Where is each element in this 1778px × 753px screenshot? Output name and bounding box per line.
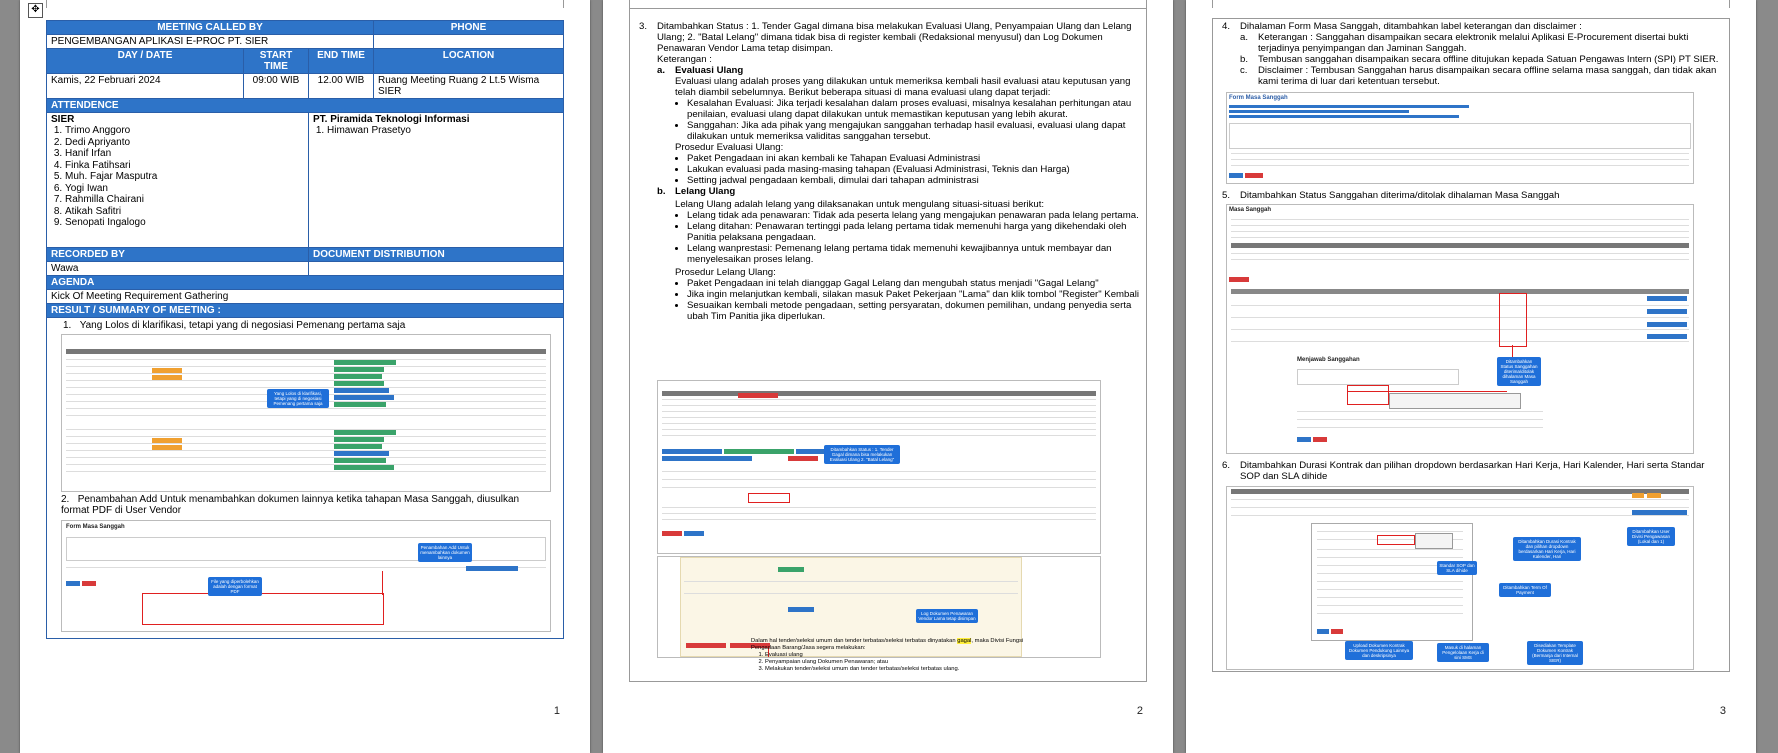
item-5-number: 5. bbox=[1222, 190, 1231, 201]
screenshot-row bbox=[662, 487, 1096, 488]
screenshot-row bbox=[1231, 165, 1689, 166]
document-page-2 bbox=[603, 0, 1173, 753]
header-day-date: DAY / DATE bbox=[47, 49, 244, 74]
screenshot-masa-sanggah bbox=[1226, 204, 1694, 454]
highlight-connector bbox=[1347, 391, 1507, 392]
item-4-number: 4. bbox=[1222, 21, 1231, 32]
section-a-procedure bbox=[639, 153, 1139, 186]
screenshot-row bbox=[1231, 219, 1689, 220]
screenshot-row bbox=[1317, 613, 1463, 614]
highlight-box bbox=[1377, 535, 1415, 545]
keterangan-label: Keterangan : bbox=[657, 54, 712, 65]
screenshot-button bbox=[1229, 173, 1243, 178]
screenshot-row bbox=[662, 471, 1096, 472]
item-3-number: 3. bbox=[639, 21, 648, 32]
header-recorded-by: RECORDED BY bbox=[47, 248, 309, 262]
screenshot-button bbox=[662, 449, 722, 454]
item-3-text: Ditambahkan Status : 1. Tender Gagal dimana bisa melakukan Evaluasi Ulang, Penyampaian Ulang dan Lelang Ulang; 2. "Batal Lelang" dimana tidak bisa di register kembali (Redaksional menyusul) dan Log Dokumen Penawaran Vendor Lama tetap disimpan. bbox=[657, 21, 1132, 54]
status-badge bbox=[334, 367, 384, 372]
screenshot-row bbox=[66, 380, 546, 381]
bullet-item: • Sesuaikan kembali metode pengadaan, setting persyaratan, dokumen pemilihan, undang penyedia serta ubah Tim Panitia jika diperlukan. bbox=[687, 300, 1139, 322]
screenshot-row bbox=[1297, 411, 1543, 412]
screenshot-row bbox=[66, 387, 546, 388]
screenshot-button bbox=[82, 581, 96, 586]
page-number: 1 bbox=[553, 705, 560, 717]
status-badge bbox=[334, 360, 396, 365]
section-a-title: Evaluasi Ulang bbox=[675, 65, 744, 76]
status-dropdown bbox=[1389, 393, 1521, 409]
screenshot-row bbox=[662, 417, 1096, 418]
bullet-item: • Lelang ditahan: Penawaran tertinggi pada lelang pertama tidak memenuhi harga yang dikehendaki oleh Panitia pelaksana pengadaan. bbox=[687, 221, 1139, 243]
screenshot-row bbox=[662, 435, 1096, 436]
screenshot-durasi-kontrak bbox=[1226, 486, 1694, 670]
status-badge bbox=[152, 368, 182, 373]
screenshot-row bbox=[66, 373, 546, 374]
status-badge bbox=[334, 451, 389, 456]
status-badge bbox=[334, 430, 396, 435]
pt-attendee-list bbox=[313, 125, 559, 137]
screenshot-button bbox=[788, 456, 818, 461]
section-a-procedure-title: Prosedur Evaluasi Ulang: bbox=[675, 142, 784, 153]
status-badge bbox=[334, 402, 386, 407]
highlight-box bbox=[748, 493, 790, 503]
callout-status-sanggahan: Ditambahkan Status Sanggahan diterima/ditolak dihalaman Masa Sanggah bbox=[1497, 357, 1541, 386]
status-badge bbox=[738, 393, 778, 398]
screenshot-button bbox=[1647, 493, 1661, 498]
gagal-note-text: Dalam hal tender/seleksi umum dan tender terbatas/seleksi terbatas dinyatakan bbox=[751, 638, 958, 644]
screenshot-row bbox=[684, 593, 1018, 594]
screenshot-row bbox=[1231, 159, 1689, 160]
screenshot-row bbox=[66, 457, 546, 458]
callout-upload-dokumen: Upload Dokumen Kontrak Dokumen Pendukung Lainnya dan deskripsinya bbox=[1345, 641, 1413, 660]
screenshot-button bbox=[1647, 322, 1687, 327]
sub-item-label: a. bbox=[1240, 32, 1249, 43]
page-number: 2 bbox=[1136, 705, 1143, 717]
location-value: Ruang Meeting Ruang 2 Lt.5 Wisma SIER bbox=[374, 74, 564, 99]
screenshot-row bbox=[1297, 427, 1543, 428]
start-time-value: 09:00 WIB bbox=[244, 74, 309, 99]
callout-add-document: Penambahan Add Untuk menambahkan dokumen lainnya bbox=[418, 543, 472, 562]
disclaimer-line bbox=[1229, 115, 1459, 118]
screenshot-textarea bbox=[66, 537, 546, 561]
org-pt: PT. Piramida Teknologi Informasi bbox=[313, 114, 470, 125]
screenshot-row bbox=[1317, 589, 1463, 590]
screenshot-row bbox=[1231, 237, 1689, 238]
screenshot-row bbox=[662, 479, 1096, 480]
screenshot-row bbox=[66, 359, 546, 360]
screenshot-gagal-lelang bbox=[657, 380, 1101, 554]
attendee-item: 6. Yogi Iwan bbox=[65, 183, 304, 195]
screenshot-button bbox=[1647, 296, 1687, 301]
screenshot-row bbox=[662, 429, 1096, 430]
screenshot-row bbox=[1317, 531, 1463, 532]
bullet-item: • Setting jadwal pengadaan kembali, dimulai dari tahapan administrasi bbox=[687, 175, 1139, 186]
callout-klarifikasi: Yang Lolos di klarifikasi, tetapi yang di negosiasi Pemenang pertama saja bbox=[267, 389, 329, 408]
screenshot-button bbox=[66, 581, 80, 586]
header-start-time: START TIME bbox=[244, 49, 309, 74]
disclaimer-line bbox=[1229, 110, 1409, 113]
agenda-value: Kick Of Meeting Requirement Gathering bbox=[47, 290, 564, 304]
header-document-distribution: DOCUMENT DISTRIBUTION bbox=[309, 248, 564, 262]
screenshot-row bbox=[1231, 225, 1689, 226]
screenshot-textarea bbox=[1297, 369, 1459, 385]
screenshot-button bbox=[788, 607, 814, 612]
note-item: 1. Evaluasi ulang bbox=[765, 652, 1051, 659]
screenshot-row bbox=[1231, 499, 1689, 500]
screenshot-title: Form Masa Sanggah bbox=[66, 524, 125, 530]
status-badge bbox=[334, 465, 394, 470]
callout-template-kontrak: Disediakan Template Dokumen Kontrak (Bermanja dari Internal SIER) bbox=[1527, 641, 1583, 665]
note-item: 3. Melakukan tender/seleksi umum dan tender terbatas/seleksi terbatas ulang. bbox=[765, 666, 1051, 673]
attendee-item: 1. Trimo Anggoro bbox=[65, 125, 304, 137]
item-4-sublist bbox=[1222, 32, 1722, 87]
screenshot-button bbox=[662, 456, 752, 461]
section-b-title: Lelang Ulang bbox=[675, 186, 736, 197]
screenshot-row bbox=[1231, 507, 1689, 508]
screenshot-row bbox=[66, 450, 546, 451]
screenshot-row bbox=[662, 519, 1096, 520]
screenshot-row bbox=[1231, 305, 1689, 306]
recorded-by-value: Wawa bbox=[47, 262, 309, 276]
section-a-intro: Evaluasi ulang adalah proses yang dilakukan untuk memeriksa kembali hasil evaluasi atau keputusan yang telah diambil sebelumnya. Berikut beberapa situasi di mana evaluasi ulang dapat terjadi: bbox=[675, 76, 1131, 98]
highlight-connector bbox=[382, 571, 383, 595]
status-badge bbox=[334, 444, 382, 449]
item-5 bbox=[1222, 190, 1722, 201]
bullet-item: • Sanggahan: Jika ada pihak yang mengajukan sanggahan terhadap hasil evaluasi, evaluasi ulang dapat dilakukan untuk memeriksa validitas sanggahan tersebut. bbox=[687, 120, 1139, 142]
result-item-2: 2. Penambahan Add Untuk menambahkan dokumen lainnya ketika tahapan Masa Sanggah, diusulkan format PDF di User Vendor bbox=[61, 494, 520, 516]
screenshot-row bbox=[1231, 341, 1689, 342]
page-number: 3 bbox=[1719, 705, 1726, 717]
screenshot-row bbox=[684, 581, 1018, 582]
screenshot-button bbox=[1647, 334, 1687, 339]
item-4 bbox=[1222, 21, 1722, 87]
callout-log-dokumen: Log Dokumen Penawaran Vendor Lama tetap disimpan bbox=[916, 609, 978, 623]
sub-item-text: Tembusan sanggahan disampaikan secara offline ditujukan kepada Satuan Pengawas Intern (SPI) PT SIER. bbox=[1258, 54, 1719, 65]
screenshot-button bbox=[684, 531, 704, 536]
screenshot-row bbox=[662, 411, 1096, 412]
section-b-label: b. bbox=[657, 186, 666, 197]
status-badge bbox=[334, 437, 384, 442]
screenshot-table-header bbox=[1231, 289, 1689, 294]
result-item-1-text: Yang Lolos di klarifikasi, tetapi yang di negosiasi Pemenang pertama saja bbox=[79, 320, 406, 331]
bullet-item: • Lelang tidak ada penawaran: Tidak ada peserta lelang yang mengajukan penawaran pada lelang pertama. bbox=[687, 210, 1139, 221]
screenshot-row bbox=[1317, 557, 1463, 558]
screenshot-row bbox=[1231, 231, 1689, 232]
screenshot-row bbox=[1231, 329, 1689, 330]
table-move-handle-icon[interactable]: ✥ bbox=[28, 3, 43, 18]
status-badge bbox=[334, 374, 382, 379]
sub-item bbox=[1222, 32, 1722, 54]
screenshot-button bbox=[1317, 629, 1329, 634]
screenshot-row bbox=[66, 443, 546, 444]
highlight-box bbox=[1499, 293, 1527, 347]
sub-item-label: b. bbox=[1240, 54, 1249, 65]
screenshot-row bbox=[1231, 259, 1689, 260]
sier-attendee-list bbox=[51, 125, 304, 229]
screenshot-row bbox=[1231, 253, 1689, 254]
item-3 bbox=[639, 21, 1139, 322]
item-5-text: Ditambahkan Status Sanggahan diterima/ditolak dihalaman Masa Sanggah bbox=[1240, 190, 1560, 201]
status-badge bbox=[334, 395, 394, 400]
screenshot-table-header bbox=[66, 349, 546, 354]
screenshot-row bbox=[66, 471, 546, 472]
gagal-note bbox=[751, 638, 1051, 673]
screenshot-row bbox=[1317, 605, 1463, 606]
screenshot-form-masa-sanggah-2 bbox=[1226, 92, 1694, 184]
gagal-note-text-2: , maka Divisi Fungsi Pengadaan Barang/Jasa segera melakukan: bbox=[751, 638, 1024, 651]
screenshot-button bbox=[1331, 629, 1343, 634]
screenshot-row bbox=[66, 415, 546, 416]
sub-item bbox=[1222, 65, 1722, 87]
sub-item bbox=[1222, 54, 1722, 65]
screenshot-table-header bbox=[662, 391, 1096, 396]
page-top-border bbox=[1212, 0, 1730, 8]
end-time-value: 12.00 WIB bbox=[309, 74, 374, 99]
bullet-item: • Jika ingin melanjutkan kembali, silakan masuk Paket Pekerjaan "Lama" dan klik tombol "Register" Kembali bbox=[687, 289, 1139, 300]
screenshot-form-masa-sanggah bbox=[61, 520, 551, 632]
org-sier: SIER bbox=[51, 114, 75, 125]
attendee-item: 9. Senopati Ingalogo bbox=[65, 217, 304, 229]
callout-durasi-kontrak: Ditambahkan Durasi Kontrak dan pilihan dropdown berdasarkan Hari Kerja, Hari Kalender, Hari bbox=[1513, 537, 1581, 561]
callout-status-added: Ditambahkan Status : 1. Tender Gagal dimana bisa melakukan Evaluasi Ulang 2. "Batal Lelang" bbox=[824, 445, 900, 464]
bullet-item: • Lelang wanprestasi: Pemenang lelang pertama tidak memenuhi kewajibannya untuk membayar dan menyelesaikan proses lelang. bbox=[687, 243, 1139, 265]
attendee-item: 1. Himawan Prasetyo bbox=[327, 125, 559, 137]
screenshot-title: Form Masa Sanggah bbox=[1229, 95, 1288, 101]
callout-pdf-format: File yang diperbolehkan adalah dengan format PDF bbox=[208, 577, 262, 596]
bullet-item: • Lakukan evaluasi pada masing-masing tahapan (Evaluasi Administrasi, Teknis dan Harga) bbox=[687, 164, 1139, 175]
bullet-item: • Kesalahan Evaluasi: Jika terjadi kesalahan dalam proses evaluasi, misalnya kesalahan perhitungan atau penilaian, evaluasi ulang dapat dilakukan untuk memastikan keputusan yang lebih akurat. bbox=[687, 98, 1139, 120]
highlight-box bbox=[142, 593, 384, 625]
status-badge bbox=[152, 375, 182, 380]
screenshot-row bbox=[1317, 549, 1463, 550]
page-top-border bbox=[629, 0, 1147, 8]
bullet-item: • Paket Pengadaan ini akan kembali ke Tahapan Evaluasi Administrasi bbox=[687, 153, 1139, 164]
highlight-box bbox=[1347, 385, 1389, 405]
screenshot-table-header bbox=[1231, 489, 1689, 494]
screenshot-row bbox=[66, 429, 546, 430]
header-end-time: END TIME bbox=[309, 49, 374, 74]
phone-value bbox=[374, 35, 564, 49]
status-badge bbox=[152, 445, 182, 450]
screenshot-row bbox=[662, 399, 1096, 400]
header-result-summary: RESULT / SUMMARY OF MEETING : bbox=[47, 304, 564, 318]
item-4-text: Dihalaman Form Masa Sanggah, ditambahkan label keterangan dan disclaimer : bbox=[1240, 21, 1582, 32]
header-phone: PHONE bbox=[374, 21, 564, 35]
attendee-item: 7. Rahmilla Chairani bbox=[65, 194, 304, 206]
sub-item-text: Keterangan : Sanggahan disampaikan secara elektronik melalui Aplikasi E-Procurement disertai bukti terjadinya penyimpangan dan Jaminan Sanggah. bbox=[1258, 32, 1689, 54]
screenshot-row bbox=[1231, 153, 1689, 154]
result-summary-cell bbox=[47, 318, 564, 639]
attendance-sier bbox=[47, 113, 309, 248]
attendance-pt bbox=[309, 113, 564, 248]
screenshot-table-header bbox=[1231, 243, 1689, 248]
attendee-item: 3. Hanif Irfan bbox=[65, 148, 304, 160]
section-b-intro: Lelang Ulang adalah lelang yang dilaksanakan untuk mengulang situasi-situasi berikut: bbox=[675, 199, 1045, 210]
bullet-item: • Paket Pengadaan ini telah dianggap Gagal Lelang dan mengubah status menjadi "Gagal Lelang" bbox=[687, 278, 1139, 289]
screenshot-button bbox=[778, 567, 804, 572]
screenshot-row bbox=[1317, 581, 1463, 582]
screenshot-button bbox=[724, 449, 794, 454]
screenshot-row bbox=[662, 405, 1096, 406]
screenshot-button bbox=[1632, 510, 1687, 515]
screenshot-button bbox=[662, 531, 682, 536]
screenshot-row bbox=[1231, 515, 1689, 516]
attendee-item: 2. Dedi Apriyanto bbox=[65, 137, 304, 149]
status-badge bbox=[152, 438, 182, 443]
item-6-number: 6. bbox=[1222, 460, 1231, 471]
screenshot-row bbox=[1297, 419, 1543, 420]
document-page-1 bbox=[20, 0, 590, 753]
screenshot-button bbox=[1297, 437, 1311, 442]
screenshot-button bbox=[1647, 309, 1687, 314]
page-top-border bbox=[46, 0, 564, 8]
screenshot-row bbox=[662, 513, 1096, 514]
status-badge bbox=[334, 388, 389, 393]
document-distribution-value bbox=[309, 262, 564, 276]
gagal-note-list bbox=[751, 652, 1051, 673]
screenshot-textarea bbox=[1229, 123, 1691, 149]
gagal-note-highlight: gagal bbox=[957, 638, 972, 644]
callout-user-divisi: Ditambahkan User Divisi Pengawasan (Lokal dan 1) bbox=[1627, 527, 1675, 546]
callout-term-of-payment: Ditambahkan Term Of Payment bbox=[1499, 583, 1551, 597]
header-location: LOCATION bbox=[374, 49, 564, 74]
screenshot-button bbox=[1245, 173, 1263, 178]
day-date-value: Kamis, 22 Februari 2024 bbox=[47, 74, 244, 99]
section-a-label: a. bbox=[657, 65, 666, 76]
status-badge bbox=[334, 458, 386, 463]
sub-item-text: Disclaimer : Tembusan Sanggahan harus disampaikan secara offline selama masa sanggah, dan tidak akan kami terima di luar dari ketentuan tersebut. bbox=[1258, 65, 1717, 87]
attendee-item: 4. Finka Fatihsari bbox=[65, 160, 304, 172]
screenshot-title: Masa Sanggah bbox=[1229, 207, 1272, 213]
screenshot-subtitle: Menjawab Sanggahan bbox=[1297, 357, 1360, 363]
callout-halaman-pengelolaan: Masuk di halaman Pengelolaan Kerja di sini SMS bbox=[1437, 643, 1489, 662]
document-page-3 bbox=[1186, 0, 1756, 753]
status-badge bbox=[334, 381, 384, 386]
result-item-2-text: Penambahan Add Untuk menambahkan dokumen lainnya ketika tahapan Masa Sanggah, diusulkan format PDF di User Vendor bbox=[61, 494, 520, 516]
meeting-called-by-value: PENGEMBANGAN APLIKASI E-PROC PT. SIER bbox=[47, 35, 374, 49]
screenshot-button bbox=[1632, 493, 1644, 498]
screenshot-klarifikasi bbox=[61, 334, 551, 492]
attendee-item: 8. Atikah Safitri bbox=[65, 206, 304, 218]
screenshot-button bbox=[1229, 277, 1249, 282]
section-b-procedure bbox=[639, 278, 1139, 322]
section-a-bullets bbox=[639, 98, 1139, 142]
meeting-table bbox=[46, 20, 564, 639]
duration-dropdown bbox=[1415, 533, 1453, 549]
section-b-procedure-title: Prosedur Lelang Ulang: bbox=[675, 267, 776, 278]
callout-sop-sla: Standar SOP dan SLA dihide bbox=[1437, 561, 1477, 575]
screenshot-row bbox=[662, 423, 1096, 424]
note-item: 2. Penyampaian ulang Dokumen Penawaran; atau bbox=[765, 659, 1051, 666]
attendee-item: 5. Muh. Fajar Masputra bbox=[65, 171, 304, 183]
screenshot-button bbox=[1313, 437, 1327, 442]
add-document-button bbox=[466, 566, 518, 571]
screenshot-row bbox=[662, 507, 1096, 508]
header-meeting-called-by: MEETING CALLED BY bbox=[47, 21, 374, 35]
screenshot-row bbox=[1317, 597, 1463, 598]
sub-item-label: c. bbox=[1240, 65, 1248, 76]
screenshot-row bbox=[1231, 317, 1689, 318]
item-6-text: Ditambahkan Durasi Kontrak dan pilihan dropdown berdasarkan Hari Kerja, Hari Kalender, Hari serta Standar SOP dan SLA dihide bbox=[1240, 460, 1705, 482]
screenshot-button bbox=[686, 643, 726, 648]
result-item-1: 1. Yang Lolos di klarifikasi, tetapi yang di negosiasi Pemenang pertama saja bbox=[63, 320, 406, 331]
screenshot-row bbox=[66, 408, 546, 409]
item-6 bbox=[1222, 460, 1722, 482]
header-agenda: AGENDA bbox=[47, 276, 564, 290]
screenshot-row bbox=[66, 436, 546, 437]
screenshot-row bbox=[66, 464, 546, 465]
section-b-bullets bbox=[639, 210, 1139, 265]
screenshot-row bbox=[66, 366, 546, 367]
disclaimer-line bbox=[1229, 105, 1469, 108]
header-attendance: ATTENDENCE bbox=[47, 99, 564, 113]
